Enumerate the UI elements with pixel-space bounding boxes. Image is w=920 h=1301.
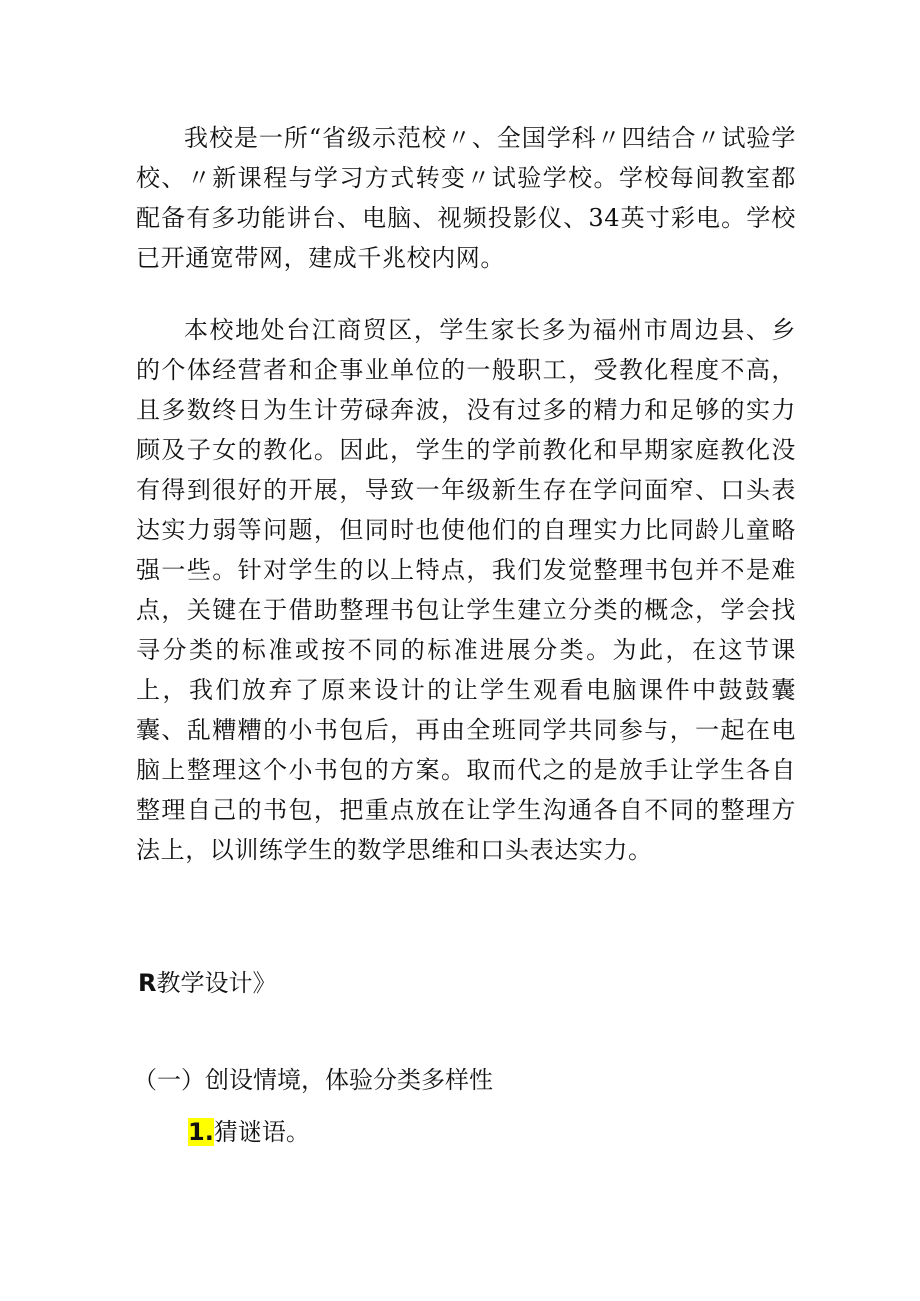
list-item-text: 猜谜语。 [213,1118,310,1146]
paragraph-student-background: 本校地处台江商贸区，学生家长多为福州市周边县、乡的个体经营者和企事业单位的一般职工，受教化程度不高，且多数终日为生计劳碌奔波，没有过多的精力和足够的实力顾及子女的教化。因此，学生的学前教化和早期家庭教化没有得到很好的开展，导致一年级新生存在学问面窄、口头表达实力弱等问题，但同时也使他们的自理实力比同龄儿童略强一些。针对学生的以上特点，我们发觉整理书包并不是难点，关键在于借助整理书包让学生建立分类的概念，学会找寻分类的标准或按不同的标准进展分类。为此，在这节课上，我们放弃了原来设计的让学生观看电脑课件中鼓鼓囊囊、乱糟糟的小书包后，再由全班同学共同参与，一起在电脑上整理这个小书包的方案。取而代之的是放手让学生各自整理自己的书包，把重点放在让学生沟通各自不同的整理方法上，以训练学生的数学思维和口头表达实力。 [136,316,796,864]
subsection-heading: （一）创设情境，体验分类多样性 [133,1066,493,1094]
section-heading [138,966,276,1000]
paragraph-school-intro: 我校是一所“省级示范校〃、全国学科〃四结合〃试验学校、〃新课程与学习方式转变〃试验学校。学校每间教室都配备有多功能讲台、电脑、视频投影仪、34英寸彩电。学校已开通宽带网，建成千兆校内网。 [136,124,796,272]
section-heading-text: 教学设计》 [156,969,277,997]
section-heading-marker: R [138,969,157,997]
list-item-number: 1. [188,1118,214,1146]
list-item [188,1115,310,1149]
